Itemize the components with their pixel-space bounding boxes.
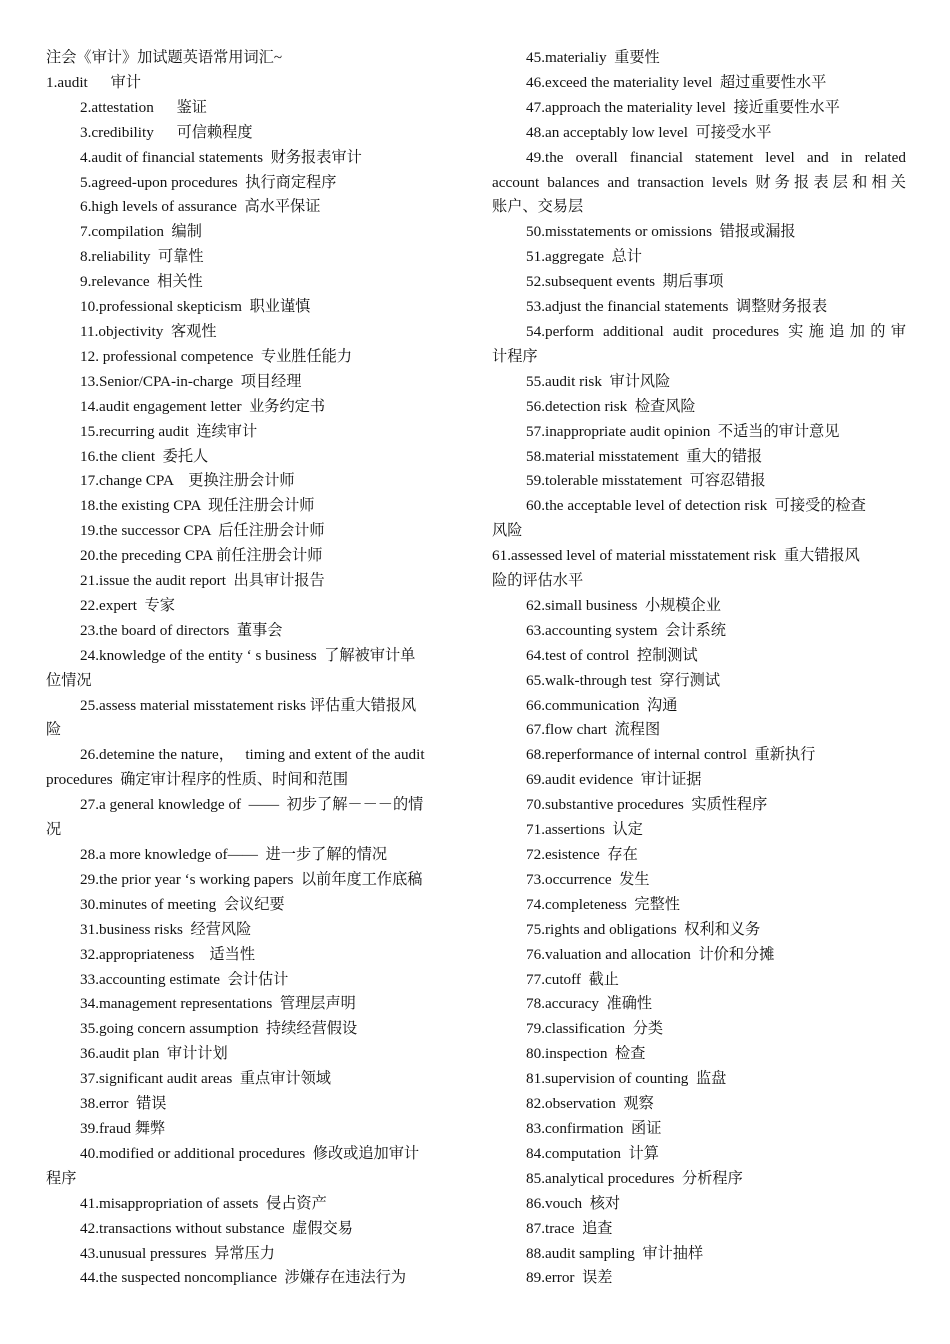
glossary-line: 20.the preceding CPA 前任注册会计师 (80, 547, 323, 565)
glossary-line: 67.flow chart 流程图 (526, 721, 661, 739)
glossary-line: 68.reperformance of internal control 重新执行 (526, 746, 816, 764)
right-column (492, 46, 906, 1291)
glossary-line: 79.classification 分类 (526, 1020, 664, 1038)
glossary-line: 4.audit of financial statements 财务报表审计 (80, 148, 362, 166)
glossary-line: 29.the prior year ‘s working papers 以前年度工作底稿 (80, 870, 423, 888)
glossary-line: 23.the board of directors 董事会 (80, 621, 283, 639)
glossary-line: 39.fraud 舞弊 (80, 1119, 166, 1137)
glossary-line: 44.the suspected noncompliance 涉嫌存在违法行为 (80, 1269, 407, 1287)
glossary-line: 65.walk-through test 穿行测试 (526, 671, 721, 689)
glossary-line: 42.transactions without substance 虚假交易 (80, 1219, 353, 1237)
glossary-line: 38.error 错误 (80, 1095, 167, 1113)
glossary-line: 25.assess material misstatement risks 评估重大错报风 (80, 696, 417, 714)
glossary-line: 5.agreed-upon procedures 执行商定程序 (80, 173, 337, 191)
glossary-line: 62.simall business 小规模企业 (526, 596, 721, 614)
glossary-line: 50.misstatements or omissions 错报或漏报 (526, 223, 796, 241)
glossary-line: 30.minutes of meeting 会议纪要 (80, 895, 285, 913)
glossary-line: 12. professional competence 专业胜任能力 (80, 347, 353, 365)
glossary-line: 80.inspection 检查 (526, 1045, 646, 1063)
glossary-line: 9.relevance 相关性 (80, 273, 203, 291)
glossary-line: 14.audit engagement letter 业务约定书 (80, 397, 326, 415)
glossary-line: 49.the overall financial statement level and in related (526, 148, 906, 166)
glossary-line: 71.assertions 认定 (526, 821, 643, 839)
glossary-line: 72.esistence 存在 (526, 846, 638, 863)
glossary-line: 计程序 (492, 347, 538, 365)
glossary-line: 56.detection risk 检查风险 (526, 397, 696, 415)
glossary-line: 76.valuation and allocation 计价和分摊 (526, 945, 775, 963)
glossary-line: 37.significant audit areas 重点审计领域 (80, 1070, 331, 1088)
glossary-line: 73.occurrence 发生 (526, 870, 650, 888)
glossary-line: 64.test of control 控制测试 (526, 646, 698, 664)
glossary-line: 52.subsequent events 期后事项 (526, 273, 724, 291)
glossary-line: 22.expert 专家 (80, 596, 175, 614)
glossary-line: 66.communication 沟通 (526, 696, 678, 714)
glossary-line: 账户、交易层 (492, 198, 584, 216)
glossary-line: 13.Senior/CPA-in-charge 项目经理 (80, 372, 302, 390)
glossary-line: 11.objectivity 客观性 (80, 322, 217, 340)
glossary-line: 69.audit evidence 审计证据 (526, 771, 702, 789)
glossary-line: 2.attestation 鉴证 (80, 98, 207, 116)
glossary-line: 8.reliability 可靠性 (80, 248, 204, 266)
glossary-line: 19.the successor CPA 后任注册会计师 (80, 522, 325, 540)
glossary-line: 89.error 误差 (526, 1269, 613, 1287)
glossary-line: 63.accounting system 会计系统 (526, 621, 726, 639)
glossary-line: 31.business risks 经营风险 (80, 920, 252, 938)
glossary-line: 51.aggregate 总计 (526, 248, 642, 266)
glossary-line: 32.appropriateness 适当性 (80, 945, 256, 963)
glossary-line: 60.the acceptable level of detection risk 可接受的检查 (526, 497, 866, 515)
glossary-line: 74.completeness 完整性 (526, 895, 680, 913)
glossary-line: 85.analytical procedures 分析程序 (526, 1169, 743, 1187)
glossary-line: 36.audit plan 审计计划 (80, 1045, 228, 1063)
glossary-line: 33.accounting estimate 会计估计 (80, 970, 289, 988)
glossary-line: 59.tolerable misstatement 可容忍错报 (526, 472, 766, 490)
glossary-line: 83.confirmation 函证 (526, 1119, 662, 1137)
glossary-line: 45.materialiy 重要性 (526, 49, 660, 66)
glossary-line: 35.going concern assumption 持续经营假设 (80, 1020, 358, 1038)
glossary-line: 28.a more knowledge of—— 进一步了解的情况 (80, 846, 388, 863)
glossary-line: 15.recurring audit 连续审计 (80, 422, 258, 440)
glossary-line: 18.the existing CPA 现任注册会计师 (80, 497, 315, 515)
glossary-line: 47.approach the materiality level 接近重要性水平 (526, 98, 840, 116)
glossary-line: 41.misappropriation of assets 侵占资产 (80, 1194, 327, 1212)
glossary-line: 位情况 (46, 671, 92, 689)
glossary-line: 26.detemine the nature， timing and extent of the audit (80, 746, 425, 764)
glossary-line: 82.observation 观察 (526, 1095, 654, 1113)
glossary-line: 70.substantive procedures 实质性程序 (526, 796, 768, 814)
glossary-line: 58.material misstatement 重大的错报 (526, 447, 763, 465)
glossary-line: 81.supervision of counting 监盘 (526, 1070, 727, 1088)
glossary-line: 16.the client 委托人 (80, 447, 209, 465)
glossary-line: 86.vouch 核对 (526, 1194, 621, 1212)
glossary-line: 61.assessed level of material misstatement risk 重大错报风 (492, 547, 860, 565)
left-column (46, 46, 459, 1291)
glossary-line: 况 (46, 821, 62, 839)
glossary-line: 46.exceed the materiality level 超过重要性水平 (526, 73, 827, 91)
glossary-line: 84.computation 计算 (526, 1144, 659, 1162)
glossary-line: 注会《审计》加试题英语常用词汇~ (46, 49, 283, 66)
glossary-line: 40.modified or additional procedures 修改或追加审计 (80, 1144, 420, 1162)
glossary-line: 54.perform additional audit procedures 实施追加的审 (526, 322, 906, 340)
glossary-line: 53.adjust the financial statements 调整财务报表 (526, 298, 828, 316)
glossary-line: 87.trace 追查 (526, 1219, 613, 1237)
glossary-line: 78.accuracy 准确性 (526, 995, 653, 1013)
glossary-line: 75.rights and obligations 权利和义务 (526, 920, 761, 938)
glossary-line: 88.audit sampling 审计抽样 (526, 1244, 704, 1262)
glossary-line: 55.audit risk 审计风险 (526, 372, 671, 390)
glossary-line: account balances and transaction levels 财务报表层和相关 (492, 173, 906, 191)
glossary-line: 34.management representations 管理层声明 (80, 995, 356, 1013)
glossary-line: 风险 (492, 522, 523, 540)
glossary-line: 险 (46, 721, 62, 739)
glossary-line: 24.knowledge of the entity ‘ s business 了解被审计单 (80, 646, 416, 664)
glossary-line: procedures 确定审计程序的性质、时间和范围 (46, 771, 349, 789)
glossary-line: 3.credibility 可信赖程度 (80, 123, 253, 141)
glossary-line: 17.change CPA 更换注册会计师 (80, 472, 295, 490)
glossary-line: 27.a general knowledge of —— 初步了解－－－的情 (80, 796, 424, 814)
glossary-line: 57.inappropriate audit opinion 不适当的审计意见 (526, 422, 840, 440)
glossary-line: 1.audit 审计 (46, 73, 141, 91)
glossary-line: 7.compilation 编制 (80, 223, 202, 241)
glossary-line: 21.issue the audit report 出具审计报告 (80, 572, 325, 590)
glossary-line: 险的评估水平 (492, 572, 584, 590)
glossary-line: 10.professional skepticism 职业谨慎 (80, 298, 311, 316)
glossary-line: 77.cutoff 截止 (526, 970, 619, 988)
glossary-line: 6.high levels of assurance 高水平保证 (80, 198, 321, 216)
glossary-line: 43.unusual pressures 异常压力 (80, 1244, 275, 1262)
glossary-line: 程序 (46, 1169, 77, 1187)
glossary-line: 48.an acceptably low level 可接受水平 (526, 123, 772, 141)
